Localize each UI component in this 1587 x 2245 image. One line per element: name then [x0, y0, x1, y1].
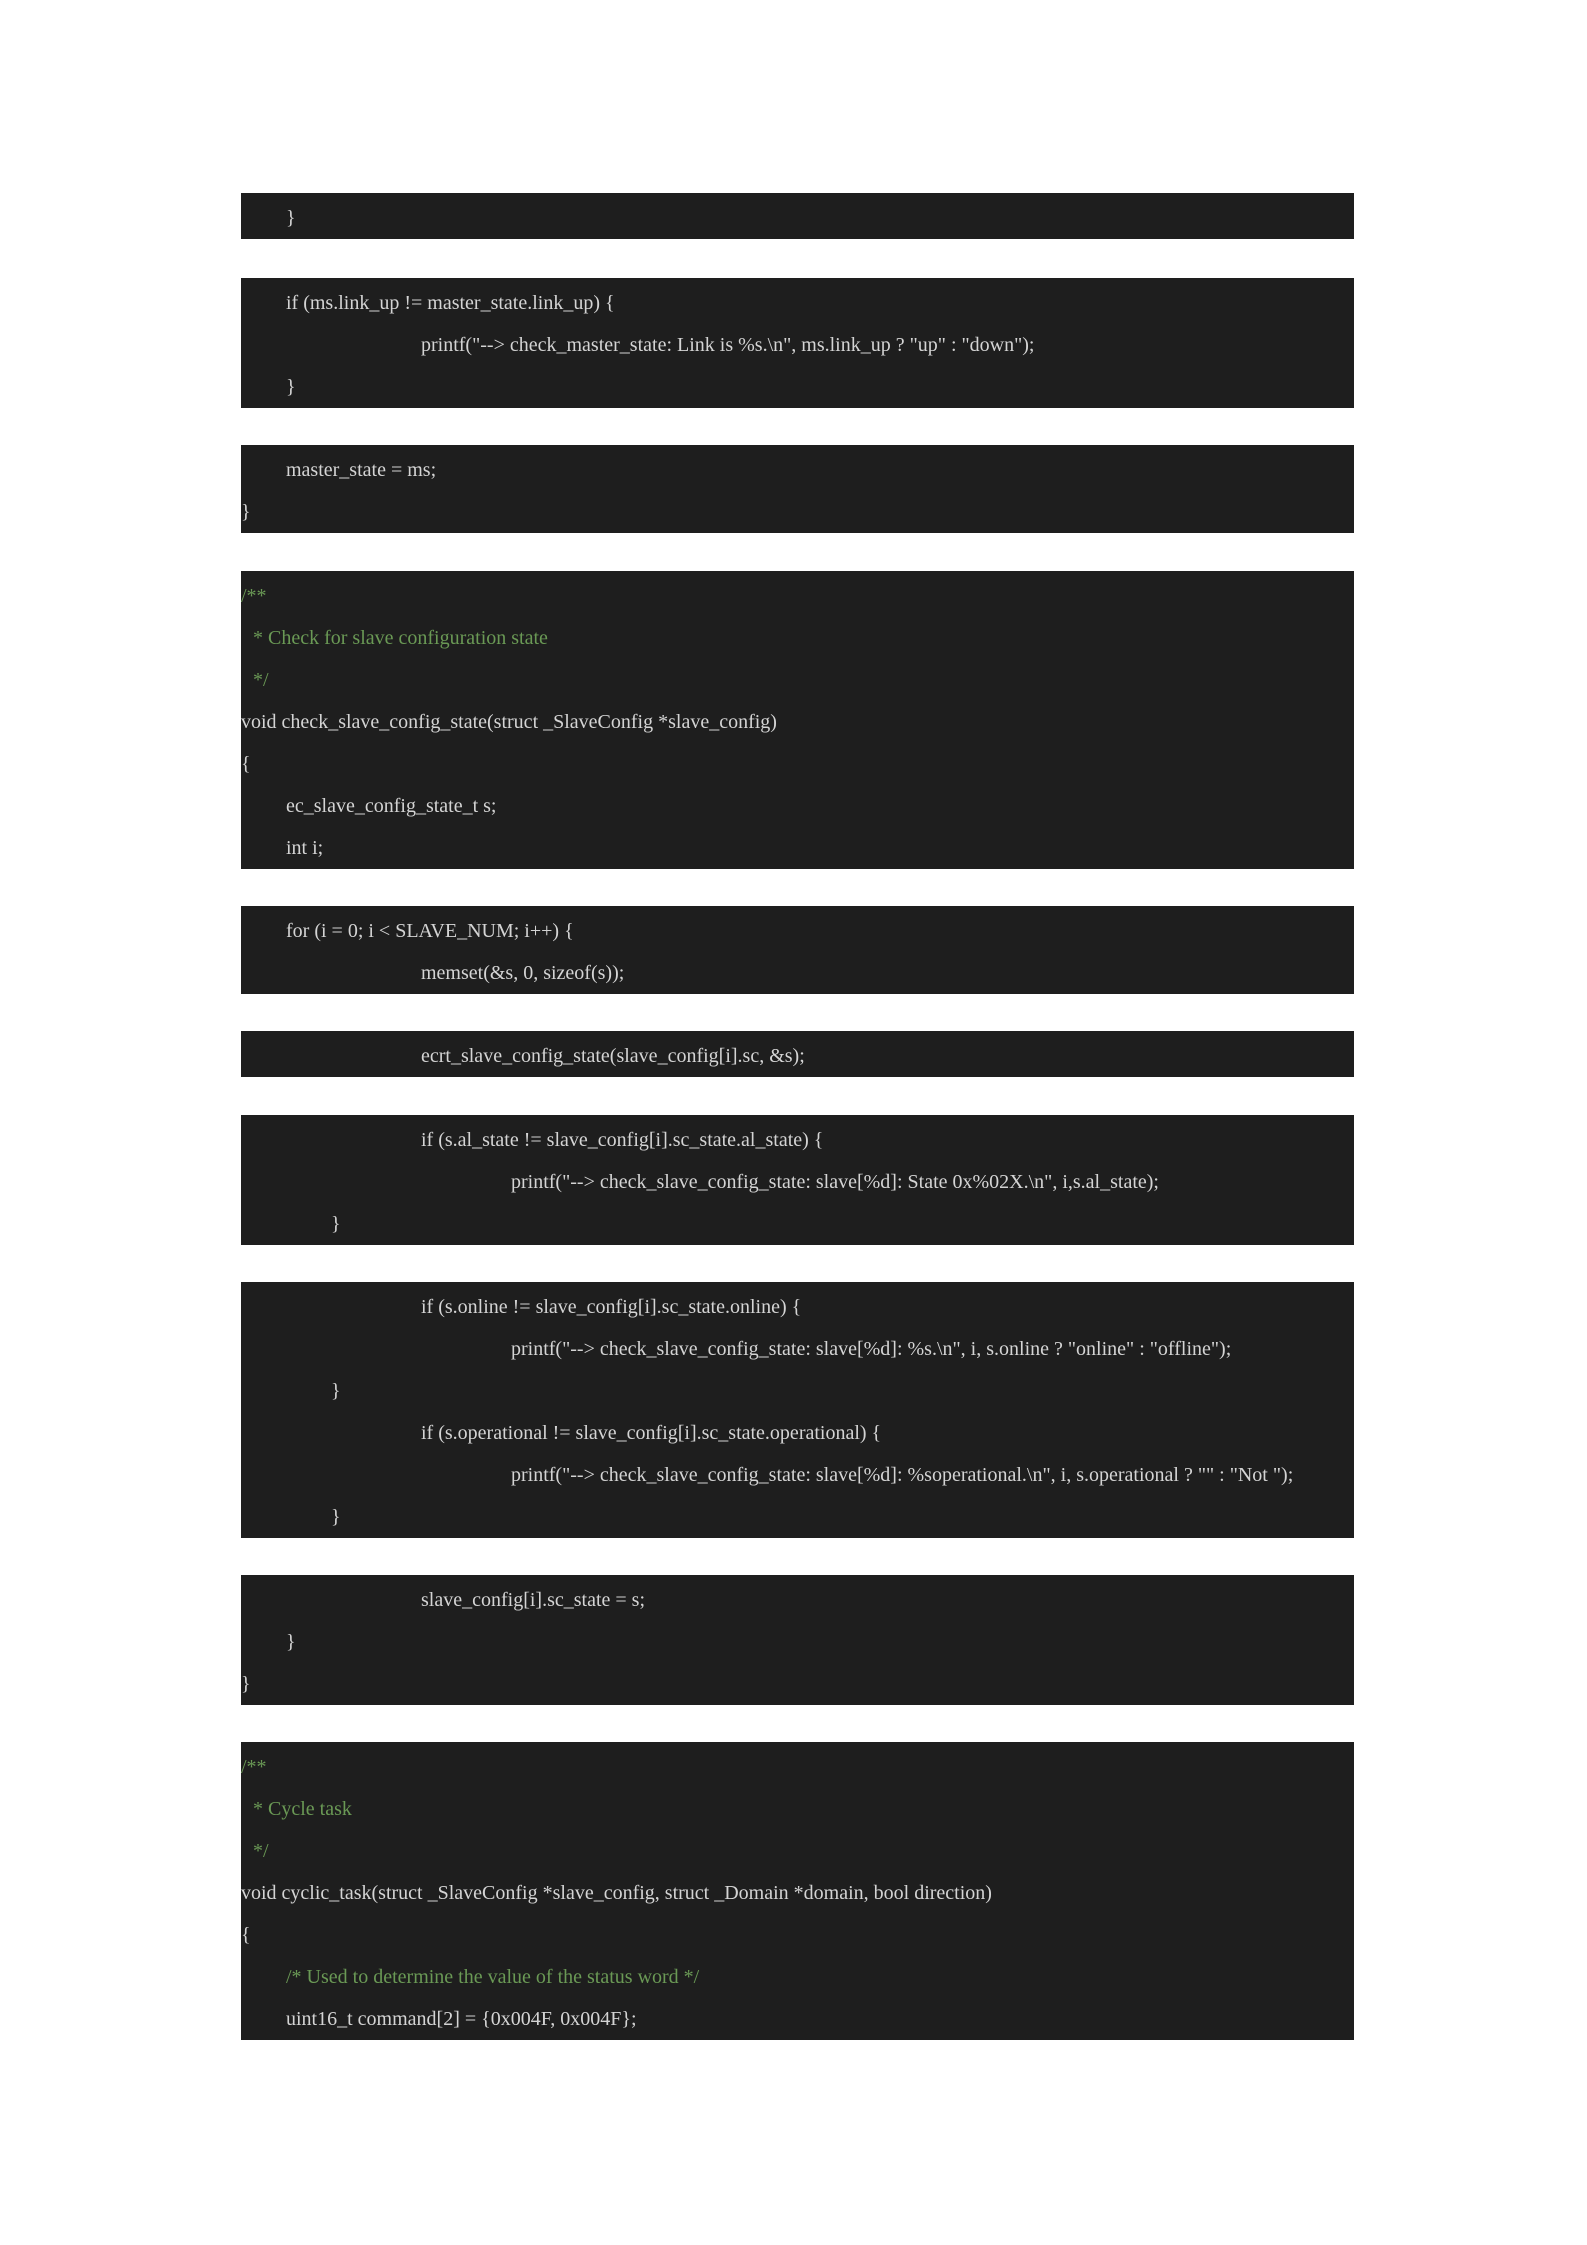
code-block	[241, 571, 1354, 869]
code-block	[241, 1575, 1354, 1705]
code-line-text: }	[286, 1631, 296, 1653]
code-line	[241, 449, 1354, 491]
code-comment-line	[241, 1746, 1354, 1788]
code-comment-line	[241, 617, 1354, 659]
code-line-text: printf("--> check_slave_config_state: slave[%d]: State 0x%02X.\n", i,s.al_state);	[511, 1171, 1159, 1193]
code-comment-line	[241, 575, 1354, 617]
code-line-text: */	[253, 669, 269, 691]
code-line-text: printf("--> check_slave_config_state: slave[%d]: %soperational.\n", i, s.operational ? "" : "Not ");	[511, 1464, 1294, 1486]
code-block	[241, 1742, 1354, 2040]
code-line-text: }	[331, 1506, 341, 1528]
code-line	[241, 1914, 1354, 1956]
code-line-text: if (ms.link_up != master_state.link_up) {	[286, 292, 615, 314]
code-line	[241, 1998, 1354, 2040]
code-line	[241, 197, 1354, 239]
code-line-text: }	[331, 1213, 341, 1235]
code-line-text: */	[253, 1840, 269, 1862]
code-line-text: int i;	[286, 837, 324, 859]
code-line	[241, 1579, 1354, 1621]
code-block	[241, 1282, 1354, 1538]
code-block	[241, 1115, 1354, 1245]
code-line	[241, 785, 1354, 827]
code-line-text: }	[286, 207, 296, 229]
code-comment-line	[241, 1788, 1354, 1830]
code-line	[241, 1119, 1354, 1161]
code-line-text: /**	[241, 585, 267, 607]
code-line	[241, 701, 1354, 743]
code-line	[241, 324, 1354, 366]
code-line	[241, 491, 1354, 533]
code-line-text: master_state = ms;	[286, 459, 437, 481]
code-line-text: * Cycle task	[253, 1798, 352, 1820]
code-line-text: uint16_t command[2] = {0x004F, 0x004F};	[286, 2008, 637, 2030]
code-block	[241, 445, 1354, 533]
code-line	[241, 1370, 1354, 1412]
code-line-text: slave_config[i].sc_state = s;	[421, 1589, 645, 1611]
code-line-text: if (s.online != slave_config[i].sc_state.online) {	[421, 1296, 802, 1318]
code-line	[241, 1203, 1354, 1245]
code-line	[241, 827, 1354, 869]
code-line	[241, 282, 1354, 324]
code-line	[241, 1496, 1354, 1538]
code-line-text: {	[241, 753, 251, 775]
code-block	[241, 906, 1354, 994]
code-comment-line	[241, 1956, 1354, 1998]
code-line	[241, 1454, 1354, 1496]
code-line	[241, 910, 1354, 952]
code-line-text: if (s.al_state != slave_config[i].sc_state.al_state) {	[421, 1129, 824, 1151]
code-line-text: void cyclic_task(struct _SlaveConfig *slave_config, struct _Domain *domain, bool direction)	[241, 1882, 992, 1904]
code-line-text: ec_slave_config_state_t s;	[286, 795, 497, 817]
code-line-text: memset(&s, 0, sizeof(s));	[421, 962, 625, 984]
code-comment-line	[241, 659, 1354, 701]
code-line-text: }	[331, 1380, 341, 1402]
code-line-text: }	[241, 501, 251, 523]
code-line	[241, 1161, 1354, 1203]
code-line-text: {	[241, 1924, 251, 1946]
code-line-text: }	[286, 376, 296, 398]
code-line	[241, 366, 1354, 408]
code-line-text: /* Used to determine the value of the status word */	[286, 1966, 700, 1988]
code-line-text: void check_slave_config_state(struct _SlaveConfig *slave_config)	[241, 711, 777, 733]
code-line-text: /**	[241, 1756, 267, 1778]
code-line	[241, 952, 1354, 994]
code-block	[241, 1031, 1354, 1077]
code-line-text: if (s.operational != slave_config[i].sc_state.operational) {	[421, 1422, 882, 1444]
code-block	[241, 278, 1354, 408]
code-line-text: * Check for slave configuration state	[253, 627, 548, 649]
code-line-text: for (i = 0; i < SLAVE_NUM; i++) {	[286, 920, 574, 942]
code-line	[241, 1663, 1354, 1705]
code-line-text: }	[241, 1673, 251, 1695]
code-line	[241, 1872, 1354, 1914]
code-line	[241, 1286, 1354, 1328]
code-line	[241, 1621, 1354, 1663]
code-line-text: printf("--> check_slave_config_state: slave[%d]: %s.\n", i, s.online ? "online" : "offline");	[511, 1338, 1232, 1360]
code-line-text: ecrt_slave_config_state(slave_config[i].sc, &s);	[421, 1045, 805, 1067]
code-line	[241, 1328, 1354, 1370]
code-line	[241, 1412, 1354, 1454]
code-line	[241, 1035, 1354, 1077]
code-line	[241, 743, 1354, 785]
code-comment-line	[241, 1830, 1354, 1872]
code-line-text: printf("--> check_master_state: Link is %s.\n", ms.link_up ? "up" : "down");	[421, 334, 1035, 356]
code-block	[241, 193, 1354, 239]
